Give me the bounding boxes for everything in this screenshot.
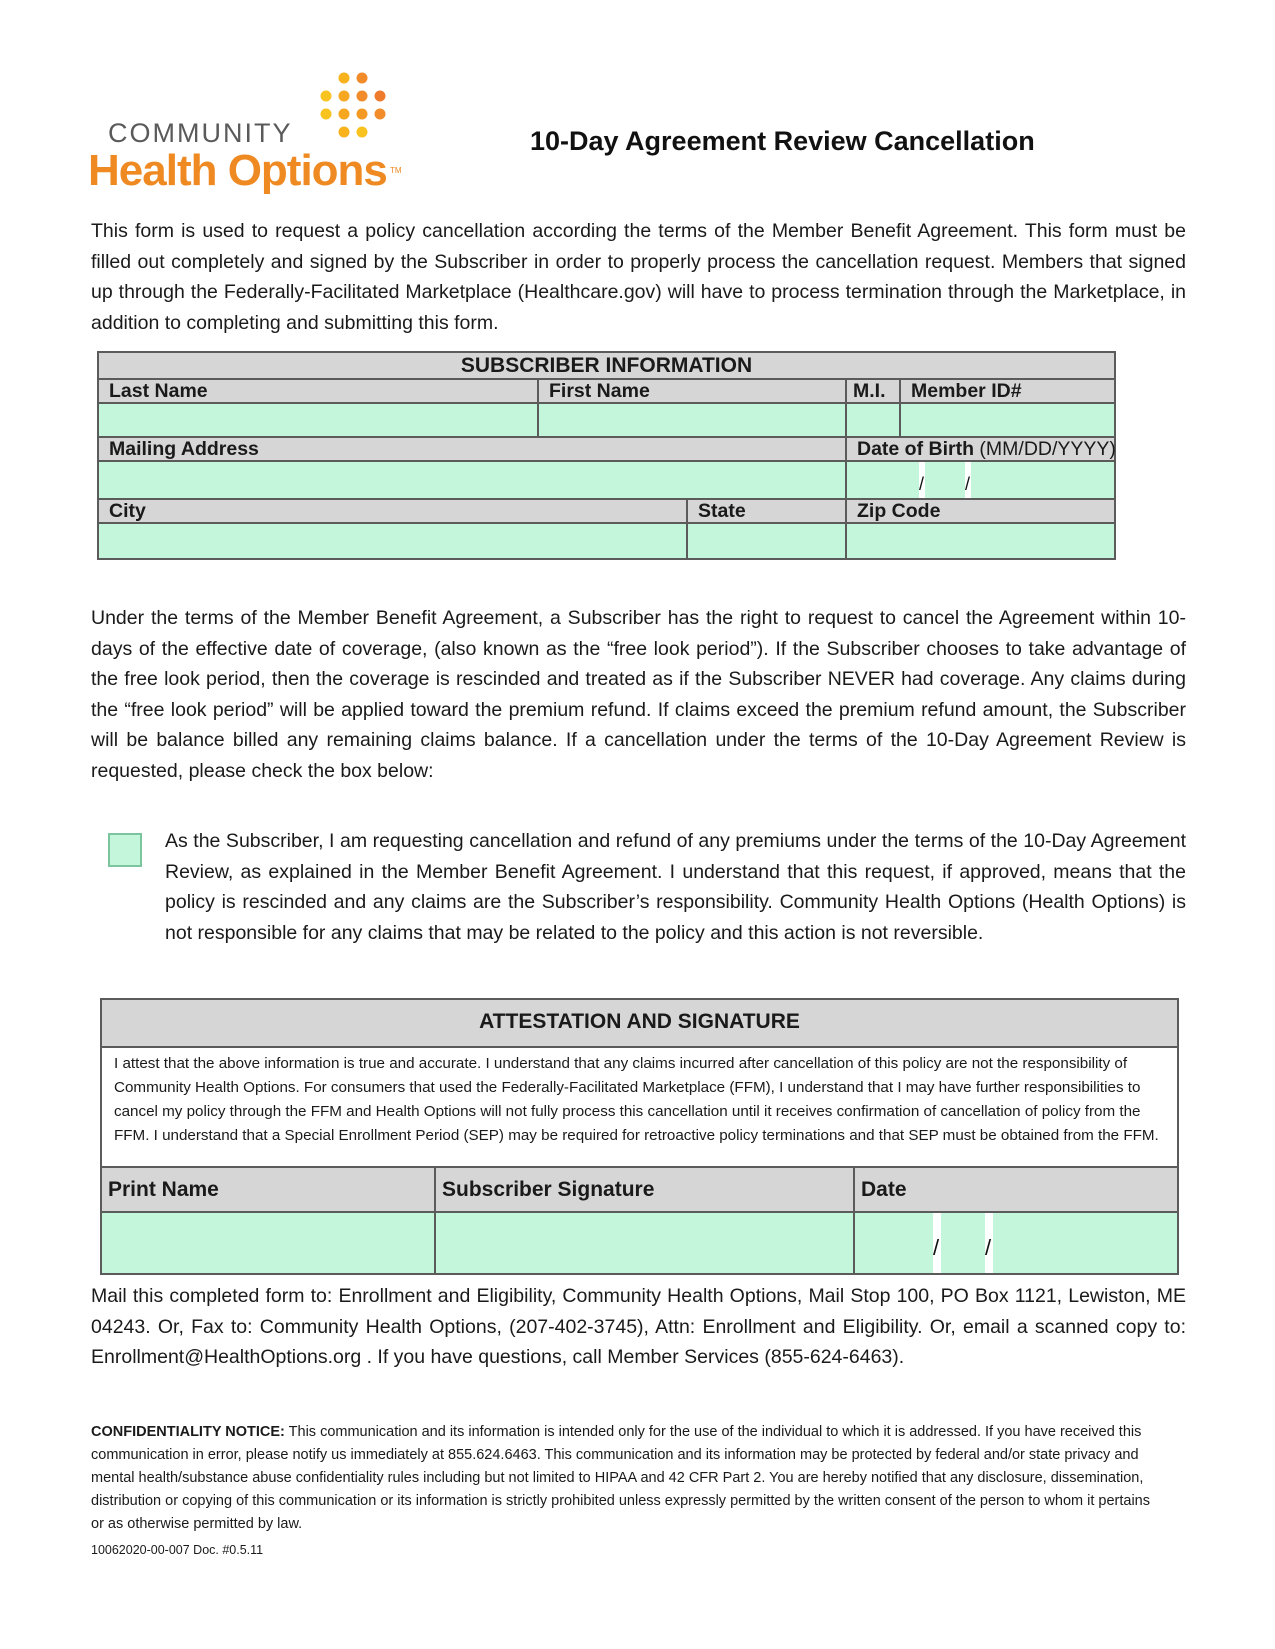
logo-health-options-text: Health Options — [88, 146, 387, 195]
subscriber-signature-field[interactable] — [436, 1213, 855, 1273]
print-name-field[interactable] — [102, 1213, 436, 1273]
attestation-section — [100, 998, 1179, 1275]
last-name-field[interactable] — [98, 403, 538, 437]
state-field[interactable] — [687, 523, 846, 559]
company-logo — [88, 72, 402, 195]
dob-slash-1: / — [919, 474, 925, 494]
member-id-field[interactable] — [900, 403, 1115, 437]
middle-initial-field[interactable] — [846, 403, 900, 437]
signature-date-field[interactable] — [855, 1213, 1177, 1273]
mailing-address-label: Mailing Address — [98, 437, 846, 461]
attestation-text: I attest that the above information is true and accurate. I understand that any claims incurred after cancellation of this policy are not the responsibility of Community Health Options. For consumers that used the Federally-Facilitated Marketplace (FFM), I understand that I may have further responsibilities to cancel my policy through the FFM and Health Options will not fully process this cancellation until it receives confirmation of cancellation of policy from the FFM. I understand that a Special Enrollment Period (SEP) may be required for retroactive policy terminations and that SEP must be obtained from the FFM. — [102, 1048, 1177, 1168]
date-year-field[interactable] — [993, 1213, 1177, 1273]
intro-paragraph: This form is used to request a policy cancellation according the terms of the Member Benefit Agreement. This form must be filled out completely and signed by the Subscriber in order to properly process the cancellation request. Members that signed up through the Federally-Facilitated Marketplace (Healthcare.gov) will have to process termination through the Marketplace, in addition to completing and submitting this form. — [91, 220, 1186, 334]
first-name-field[interactable] — [538, 403, 846, 437]
subscriber-info-heading: SUBSCRIBER INFORMATION — [98, 352, 1115, 379]
first-name-label: First Name — [538, 379, 846, 403]
dob-month-field[interactable] — [847, 462, 919, 498]
logo-dots-icon — [316, 72, 390, 144]
confidentiality-notice-label: CONFIDENTIALITY NOTICE: — [91, 1424, 285, 1440]
page-title: 10-Day Agreement Review Cancellation — [530, 126, 1035, 156]
subscriber-info-table — [97, 351, 1116, 560]
dob-segments — [847, 462, 1114, 498]
mailing-address-field[interactable] — [98, 461, 846, 499]
date-slash-2: / — [985, 1235, 992, 1260]
zip-code-field[interactable] — [846, 523, 1115, 559]
state-label: State — [687, 499, 846, 523]
date-of-birth-label — [846, 437, 1115, 461]
city-label: City — [98, 499, 687, 523]
confidentiality-notice-text: This communication and its information is intended only for the use of the individual to which it is addressed. If you have received this communication in error, please notify us immediately at 855.624.6463. This communication and its information may be protected by federal and/or state privacy and mental health/substance abuse confidentiality rules including but not limited to HIPAA and 42 CFR Part 2. You are hereby notified that any disclosure, dissemination, distribution or copying of this communication or its information is strictly prohibited unless expressly permitted by the written consent of the person to whom it pertains or as otherwise permitted by law. — [91, 1424, 1150, 1532]
dob-format-hint: (MM/DD/YYYY) — [979, 438, 1116, 460]
mailing-instructions: Mail this completed form to: Enrollment and Eligibility, Community Health Options, Mail Stop 100, PO Box 1121, Lewiston, ME 04243. Or, Fax to: Community Health Options, (207-402-3745), Attn: Enrollment and Eligibility. Or, email a scanned copy to: Enrollment@HealthOptions.org . If you have questions, call Member Services (855-624-6463). — [91, 1285, 1186, 1368]
cancellation-request-statement: As the Subscriber, I am requesting cancellation and refund of any premiums under the terms of the 10-Day Agreement Review, as explained in the Member Benefit Agreement. I understand that this request, if approved, means that the policy is rescinded and any claims are the Subscriber’s responsibility. Community Health Options (Health Options) is not responsible for any claims that may be related to the policy and this action is not reversible. — [165, 830, 1186, 944]
cancellation-request-checkbox[interactable] — [108, 833, 142, 867]
terms-paragraph: Under the terms of the Member Benefit Agreement, a Subscriber has the right to request to cancel the Agreement within 10-days of the effective date of coverage, (also known as the “free look period”). If the Subscriber chooses to take advantage of the free look period, then the coverage is rescinded and treated as if the Subscriber NEVER had coverage. Any claims during the “free look period” will be applied toward the premium refund. If claims exceed the premium refund amount, the Subscriber will be balance billed any remaining claims balance. If a cancellation under the terms of the 10-Day Agreement Review is requested, please check the box below: — [91, 607, 1186, 782]
signature-input-row — [102, 1213, 1177, 1273]
dob-day-field[interactable] — [925, 462, 965, 498]
member-id-label: Member ID# — [900, 379, 1115, 403]
dob-label-text: Date of Birth — [857, 438, 974, 460]
date-label: Date — [855, 1168, 1177, 1211]
dob-slash-2: / — [965, 474, 971, 494]
signature-header-row — [102, 1168, 1177, 1213]
dob-year-field[interactable] — [971, 462, 1114, 498]
last-name-label: Last Name — [98, 379, 538, 403]
date-day-field[interactable] — [941, 1213, 985, 1273]
print-name-label: Print Name — [102, 1168, 436, 1211]
subscriber-signature-label: Subscriber Signature — [436, 1168, 855, 1211]
confidentiality-notice — [91, 1421, 1151, 1536]
logo-trademark: TM — [390, 166, 402, 175]
attestation-heading: ATTESTATION AND SIGNATURE — [102, 1000, 1177, 1048]
logo-community-text: COMMUNITY — [108, 118, 293, 148]
middle-initial-label: M.I. — [846, 379, 900, 403]
zip-code-label: Zip Code — [846, 499, 1115, 523]
city-field[interactable] — [98, 523, 687, 559]
date-of-birth-field[interactable] — [846, 461, 1115, 499]
date-month-field[interactable] — [855, 1213, 933, 1273]
date-slash-1: / — [933, 1235, 940, 1260]
document-number: 10062020-00-007 Doc. #0.5.11 — [91, 1543, 264, 1557]
